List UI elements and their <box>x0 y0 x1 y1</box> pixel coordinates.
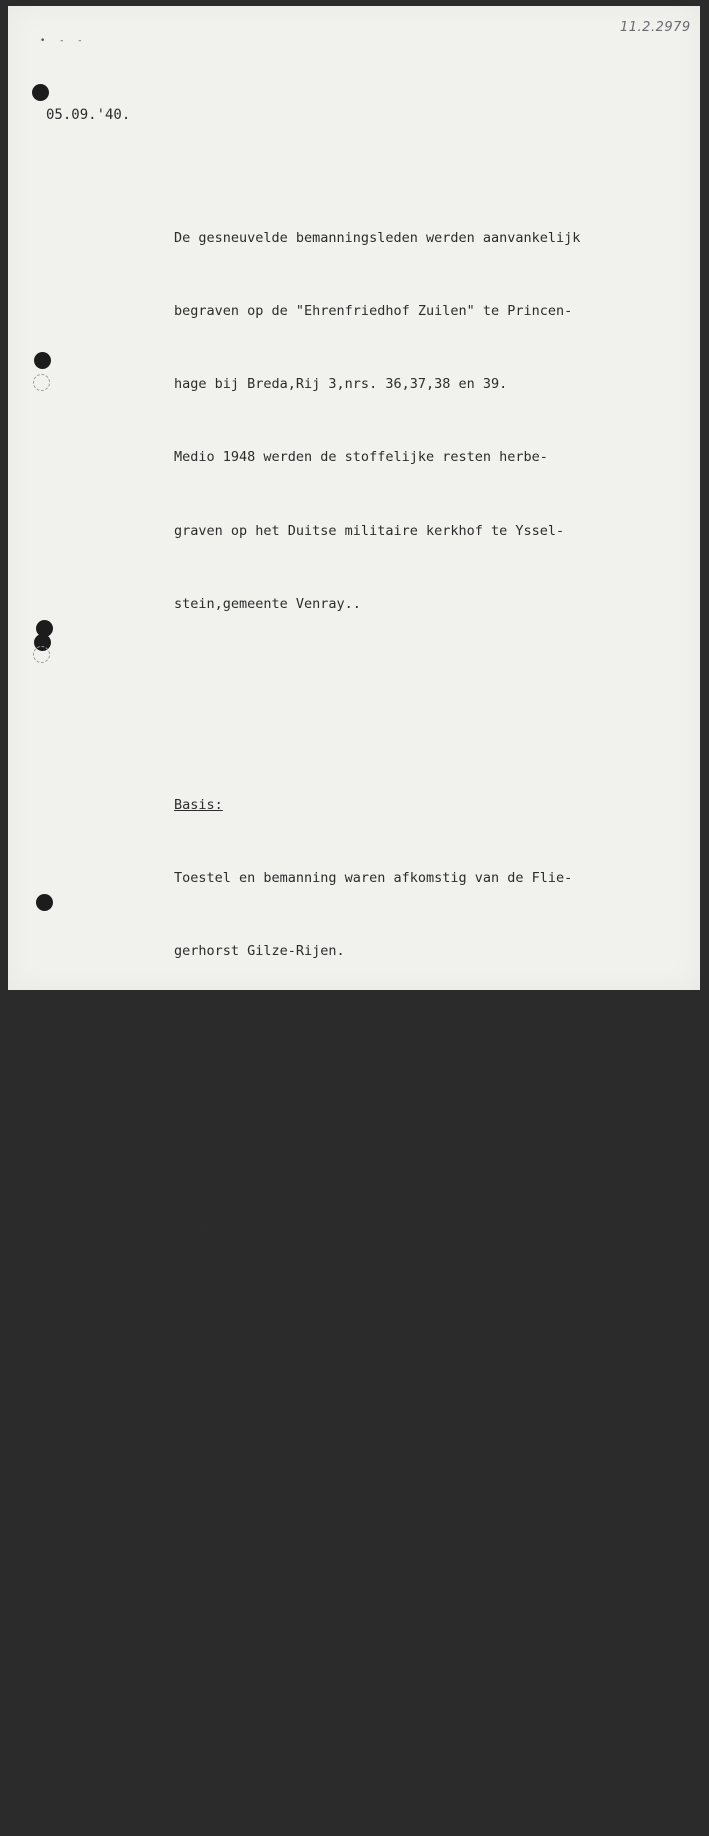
punch-hole <box>34 352 51 369</box>
punch-hole <box>32 84 49 101</box>
doel-heading-value: : Liverpool. <box>206 1144 305 1161</box>
text-line: Bij dit vliegongeval kwamen,behoudens de vier <box>174 1565 540 1582</box>
text-line: van 200 vliegtuigen met als doel Liverpool. <box>174 1291 524 1308</box>
text-line: bemanningsleden,nog twee Duitse militairen en <box>174 1638 540 1655</box>
punch-hole <box>36 894 53 911</box>
text-line: gerhorst Gilze-Rijen. <box>174 943 345 960</box>
text-line: acht burgers om het leven. <box>174 1712 386 1728</box>
archive-reference-number: 11.2.2979 <box>620 20 691 35</box>
opmerking-heading: Opmerking: <box>174 1492 256 1509</box>
top-specks: • - - <box>40 36 88 46</box>
document-page <box>8 6 700 1728</box>
intro-paragraph <box>174 177 674 665</box>
text-line: Medio 1948 werden de stoffelijke resten herbe- <box>174 449 548 466</box>
text-line: De gesneuvelde bemanningsleden werden aanvankelijk <box>174 229 581 246</box>
basis-heading: Basis: <box>174 796 223 813</box>
text-line: begraven op de "Ehrenfriedhof Zuilen" te Princen- <box>174 302 573 319</box>
doel-heading: Doel <box>174 1144 207 1161</box>
punch-hole-faded <box>33 646 50 663</box>
text-line: stein,gemeente Venray.. <box>174 595 361 612</box>
text-line: hage bij Breda,Rij 3,nrs. 36,37,38 en 39. <box>174 376 508 393</box>
text-line: De Heinkel maakte deel uit van een strijdmacht <box>174 1217 548 1234</box>
text-line: graven op het Duitse militaire kerkhof te Yssel- <box>174 522 565 539</box>
document-body <box>174 128 674 1836</box>
punch-hole-faded <box>33 374 50 391</box>
opmerking-section <box>174 1440 674 1782</box>
document-date: 05.09.'40. <box>46 107 131 123</box>
doel-section <box>174 1092 674 1360</box>
basis-section <box>174 744 674 1012</box>
text-line: Toestel en bemanning waren afkomstig van de Flie- <box>174 870 573 887</box>
